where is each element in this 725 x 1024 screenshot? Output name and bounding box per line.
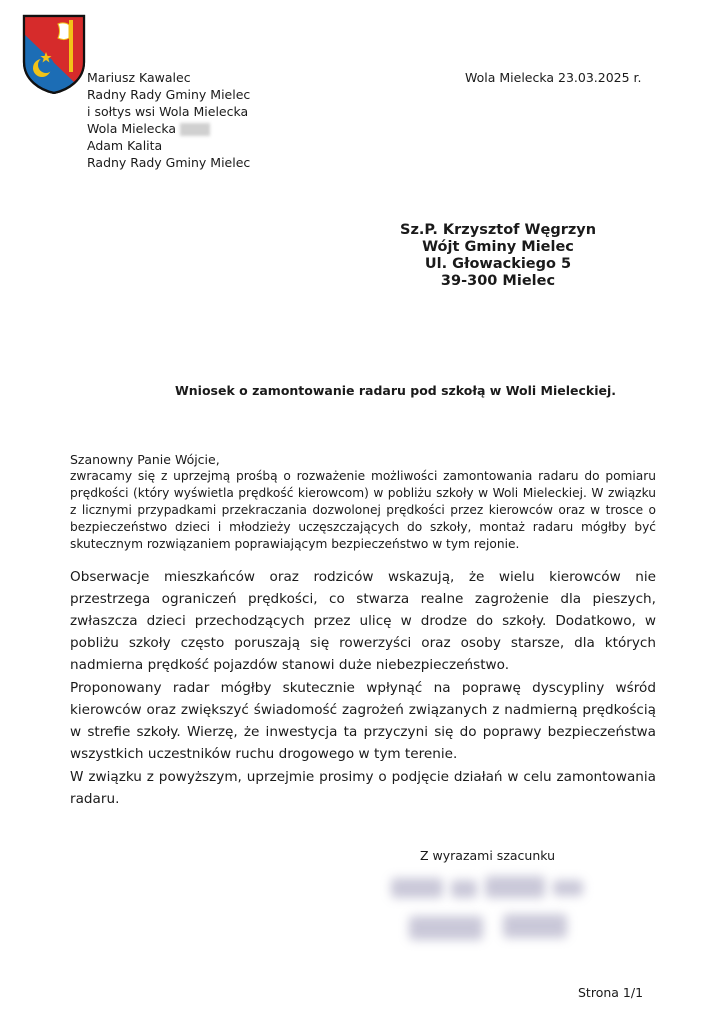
body-paragraph-1: zwracamy się z uprzejmą prośbą o rozważenie możliwości zamontowania radaru do pomiaru prędkości (który wyświetla prędkość kierowcom) w pobliżu szkoły w Woli Mieleckiej. W związku z licznymi przypadkami przekraczania dozwolonej prędkości przez kierowców oraz w trosce o bezpieczeństwo dzieci i młodzieży uczęszczających do szkoły, montaż radaru mógłby być skutecznym rozwiązaniem poprawiającym bezpieczeństwo w tym rejonie. [70, 469, 656, 551]
recipient-name: Sz.P. Krzysztof Węgrzyn [400, 222, 597, 238]
sender-name: Mariusz Kawalec [87, 70, 191, 85]
closing-phrase: Z wyrazami szacunku [420, 848, 556, 863]
coat-of-arms-logo [22, 14, 86, 94]
letter-subject: Wniosek o zamontowanie radaru pod szkołą w Woli Mieleckiej. [175, 383, 617, 398]
sender-address-block [87, 69, 250, 171]
sender-locality-text: Wola Mielecka [87, 121, 177, 136]
recipient-city: 39-300 Mielec [440, 273, 556, 289]
page-number: Strona 1/1 [578, 985, 644, 1000]
salutation: Szanowny Panie Wójcie, [70, 452, 220, 467]
recipient-title: Wójt Gminy Mielec [422, 239, 574, 255]
body-paragraph-4: W związku z powyższym, uprzejmie prosimy o podjęcie działań w celu zamontowania radaru. [70, 769, 656, 807]
recipient-street: Ul. Głowackiego 5 [424, 256, 572, 272]
redacted-signature [385, 872, 605, 952]
body-paragraph-3: Proponowany radar mógłby skutecznie wpłynąć na poprawę dyscypliny wśród kierowców oraz zwiększyć świadomość zagrożeń związanych z nadmierną prędkością w strefie szkoły. Wierzę, że inwestycja ta przyczyni się do poprawy bezpieczeństwa wszystkich uczestników ruchu drogowego w tym terenie. [70, 680, 656, 762]
sender-locality [87, 120, 250, 137]
sender-role: i sołtys wsi Wola Mielecka [87, 104, 249, 119]
body-paragraph-2: Obserwacje mieszkańców oraz rodziców wskazują, że wielu kierowców nie przestrzega ograniczeń prędkości, co stwarza realne zagrożenie dla pieszych, zwłaszcza dzieci przechodzących przez ulicę w drodze do szkoły. Dodatkowo, w pobliżu szkoły często poruszają się rowerzyści oraz osoby starsze, dla których nadmierna prędkość pojazdów stanowi duże niebezpieczeństwo. [70, 569, 656, 673]
place-and-date: Wola Mielecka 23.03.2025 r. [465, 70, 642, 85]
recipient-address-block [400, 222, 596, 290]
redacted-house-number [180, 123, 210, 136]
sender-position: Radny Rady Gminy Mielec [87, 87, 251, 102]
co-sender-name: Adam Kalita [87, 138, 163, 153]
co-sender-position: Radny Rady Gminy Mielec [87, 155, 251, 170]
